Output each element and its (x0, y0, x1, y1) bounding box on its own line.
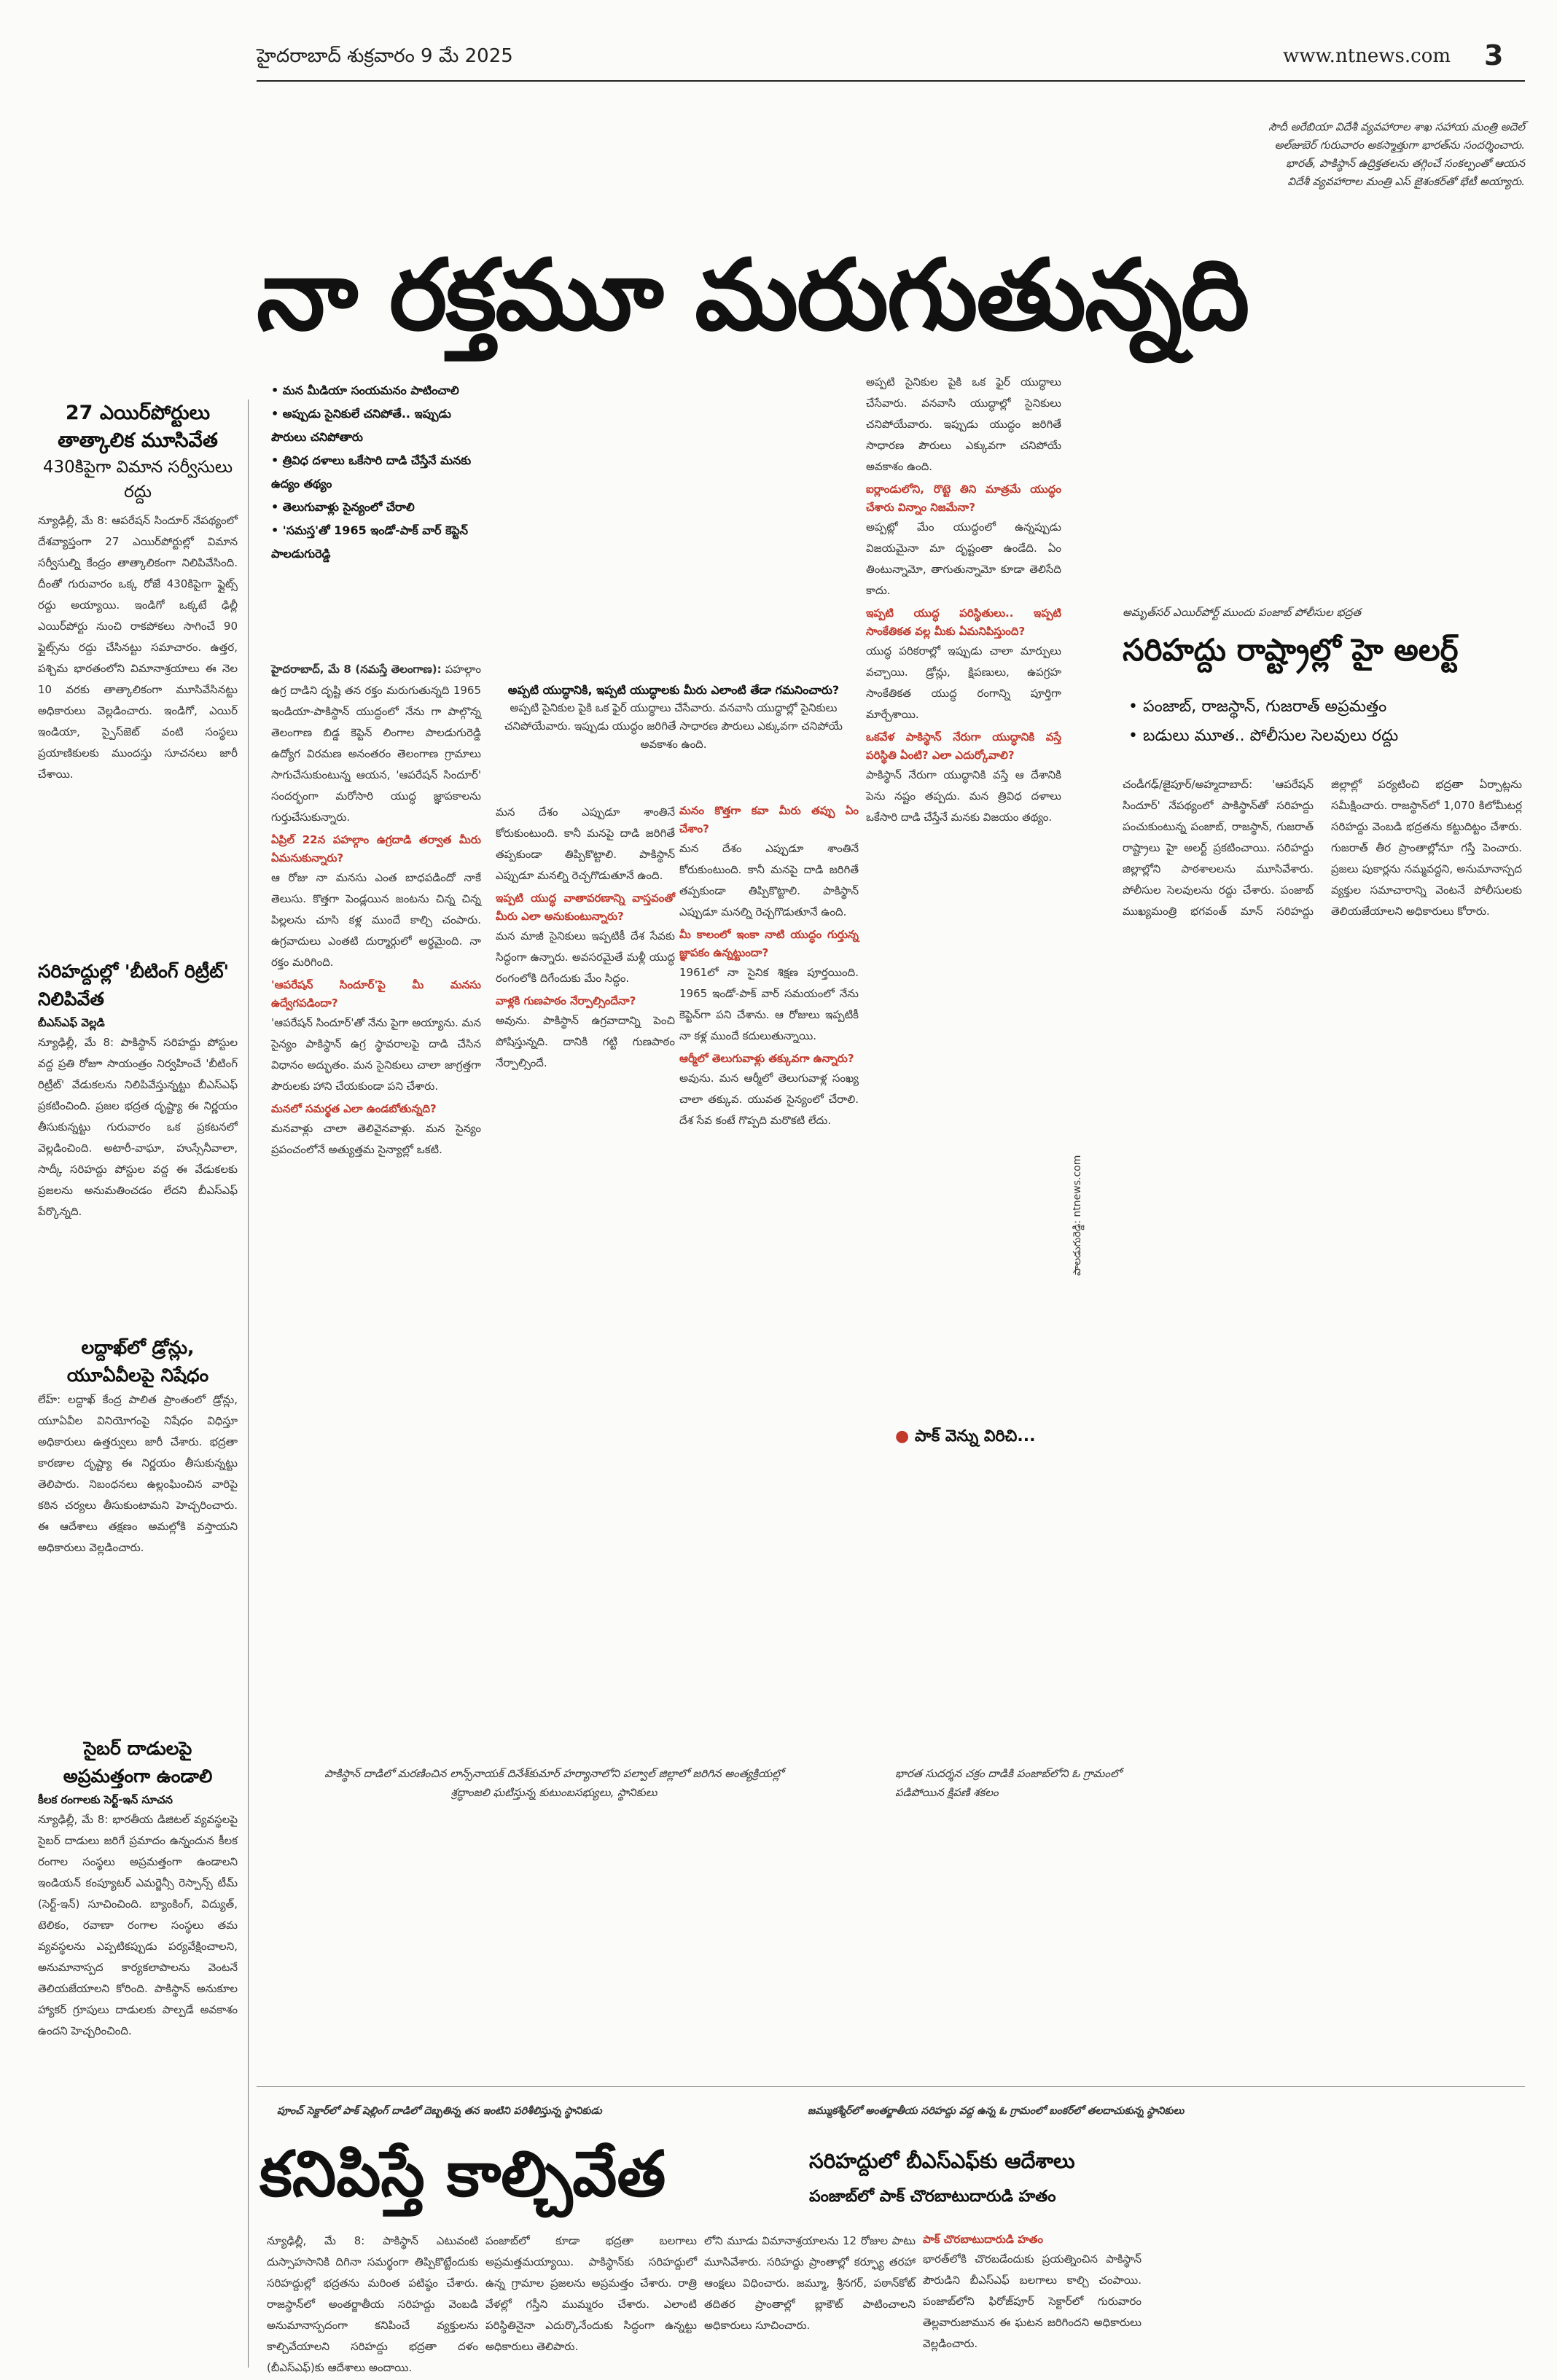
interview-banner: అప్పటి యుద్ధానికి, ఇప్పటి యుద్ధాలకు మీరు ఎలాంటి తేడా గమనించారు? అప్పటి సైనికుల పైకి ఒక ఫైర్ యుద్ధాలు చేసేవారు. వనవాసి యుద్ధాల్లో సైనికులు చనిపోయేవారు. ఇప్పుడు యుద్ధం జరిగితే సాధారణ పౌరులు ఎక్కువగా చనిపోయే అవకాశం ఉంది. (504, 683, 843, 751)
story1-headline: 27 ఎయిర్‌పోర్టులు తాత్కాలిక మూసివేత (58, 402, 218, 452)
bottom-kicker-left: పూంచ్ సెక్టార్‌లో పాక్ షెల్లింగ్ దాడిలో దెబ్బతిన్న తన ఇంటిని పరిశీలిస్తున్న స్థానికుడు (277, 2105, 602, 2117)
bullet-item: • 'సమస్త'తో 1965 ఇండో-పాక్ వార్ కెప్టెన్ పాలడుగురెడ్డి (271, 523, 469, 561)
website: www.ntnews.com (1283, 45, 1451, 67)
top-caption: సౌదీ అరేబియా విదేశీ వ్యవహారాల శాఖ సహాయ మంత్రి అదెల్ అల్‌జుబెర్ గురువారం అకస్మాత్తుగా భారత్‌ను సందర్శించారు. భారత్, పాకిస్థాన్ ఉద్రిక్తతలను తగ్గించే సంకల్పంతో ఆయన విదేశీ వ్యవహారాల మంత్రి ఎస్ జైశంకర్‌తో భేటీ అయ్యారు. (1268, 120, 1525, 188)
headline-bullets (271, 379, 490, 566)
right-photo-caption: అమృత్‌సర్ ఎయిర్‌పోర్ట్ ముందు పంజాబ్ పోలీసుల భద్రత (1123, 606, 1362, 619)
question: వాళ్లకి గుణపాఠం నేర్పాల్సిందేనా? (496, 994, 636, 1007)
dateline: హైదరాబాద్ శుక్రవారం 9 మే 2025 (257, 45, 513, 67)
question: ఇప్పటి యుద్ధ పరిస్థితులు.. ఇప్పటి సాంకేతికత వల్ల మీకు ఏమనిపిస్తుంది? (866, 606, 1061, 638)
story3-headline: లద్దాఖ్‌లో డ్రోన్లు, యూఏవీలపై నిషేధం (66, 1337, 209, 1386)
question: ఒకవేళ పాకిస్థాన్‌ నేరుగా యుద్ధానికి వస్తే పరిస్థితి ఏంటి? ఎలా ఎదుర్కోవాలి? (866, 730, 1061, 762)
interview-col-3: మనం కొత్తగా కవా మీరు తప్పు ఏం చేశాం? మన దేశం ఎప్పుడూ శాంతినే కోరుకుంటుంది. కానీ మనపై దాడి జరిగితే తప్పకుండా తిప్పికొట్టాలి. పాకిస్థాన్ ఎప్పుడూ మనల్ని రెచ్చగొడుతూనే ఉంది. మీ కాలంలో ఇంకా నాటి యుద్ధం గుర్తున్న జ్ఞాపకం ఉన్నట్టుందా? 1961లో నా సైనిక శిక్షణ పూర్తయింది. 1965 ఇండో-పాక్ వార్ సమయంలో నేను కెప్టెన్‌గా పని చేశాను. ఆ రోజులు ఇప్పటికీ నా కళ్ల ముందే కదులుతున్నాయి. ఆర్మీలో తెలుగువాళ్లు తక్కువగా ఉన్నారు? అవును. మన ఆర్మీలో తెలుగువాళ్ల సంఖ్య చాలా తక్కువ. యువత సైన్యంలో చేరాలి. దేశ సేవ కంటే గొప్పది మరొకటి లేదు. (679, 802, 859, 1283)
photo-credit: పాలడుగురెడ్డి: ntnews.com (1072, 1155, 1083, 1276)
bottom-col-1: న్యూఢిల్లీ, మే 8: పాకిస్థాన్ ఎటువంటి దుస్సాహసానికి దిగినా సమర్థంగా తిప్పికొట్టేందుకు సరిహద్దుల్లో భద్రతను మరింత పటిష్ఠం చేశారు. రాజస్థాన్‌లో అంతర్జాతీయ సరిహద్దు వెంబడి అనుమానాస్పదంగా కనిపించే వ్యక్తులను కాల్చివేయాలని సరిహద్దు భద్రతా దళం (బీఎస్‌ఎఫ్)కు ఆదేశాలు అందాయి. (267, 2234, 478, 2374)
story4-tag: కీలక రంగాలకు సెర్ట్-ఇన్ సూచన (38, 1793, 173, 1806)
photo-caption-right: భారత సుదర్శన చక్రం దాడికి పంజాబ్‌లోని ఓ గ్రామంలో పడిపోయిన క్షిపణి శకలం (895, 1767, 1122, 1799)
header-rule (257, 80, 1525, 82)
bottom-col-4: పాక్ చొరబాటుదారుడి హతం భారత్‌లోకి చొరబడేందుకు ప్రయత్నించిన పాకిస్థాన్ పౌరుడిని బీఎస్‌ఎఫ్ బలగాలు కాల్చి చంపాయి. పంజాబ్‌లోని ఫిరోజ్‌పూర్ సెక్టార్‌లో గురువారం తెల్లవారుజామున ఈ ఘటన జరిగిందని అధికారులు వెల్లడించారు. (923, 2231, 1142, 2362)
interview-col-4: అప్పటి సైనికుల పైకి ఒక ఫైర్ యుద్ధాలు చేసేవారు. వనవాసి యుద్ధాల్లో సైనికులు చనిపోయేవారు. ఇప్పుడు యుద్ధం జరిగితే సాధారణ పౌరులు ఎక్కువగా చనిపోయే అవకాశం ఉంది. ఐర్లాండులోని, రొట్టె తిని మాత్రమే యుద్ధం చేశారు విన్నాం నిజమేనా? అప్పట్లో మేం యుద్ధంలో ఉన్నప్పుడు విజయమైనా మా దృష్టంతా ఉండేది. ఏం తింటున్నామో, తాగుతున్నామో కూడా తెలిసేది కాదు. ఇప్పటి యుద్ధ పరిస్థితులు.. ఇప్పటి సాంకేతికత వల్ల మీకు ఏమనిపిస్తుంది? యుద్ధ పరికరాల్లో ఇప్పుడు చాలా మార్పులు వచ్చాయి. డ్రోన్లు, క్షిపణులు, ఉపగ్రహ సాంకేతికత యుద్ధ రంగాన్ని పూర్తిగా మార్చేశాయి. ఒకవేళ పాకిస్థాన్‌ నేరుగా యుద్ధానికి వస్తే పరిస్థితి ఏంటి? ఎలా ఎదుర్కోవాలి? పాకిస్థాన్ నేరుగా యుద్ధానికి వస్తే ఆ దేశానికి పెను నష్టం తప్పదు. మన త్రివిధ దళాలు ఒకేసారి దాడి చేస్తేనే మనకు విజయం తథ్యం. (866, 375, 1061, 824)
bottom-headline2: సరిహద్దులో బీఎస్‌ఎఫ్‌కు ఆదేశాలు (809, 2149, 1075, 2173)
right-bullet: • బడులు మూత.. పోలీసుల సెలవులు రద్దు (1128, 727, 1399, 745)
right-bullet: • పంజాబ్, రాజస్థాన్, గుజరాత్ అప్రమత్తం (1128, 698, 1387, 716)
right-headline: సరిహద్దు రాష్ట్రాల్లో హై అలర్ట్ (1123, 632, 1459, 668)
question: ఆర్మీలో తెలుగువాళ్లు తక్కువగా ఉన్నారు? (679, 1052, 854, 1065)
story3-body: లేహ్: లద్దాఖ్ కేంద్ర పాలిత ప్రాంతంలో డ్రోన్లు, యూఏవీల వినియోగంపై నిషేధం విధిస్తూ అధికారులు ఉత్తర్వులు జారీ చేశారు. భద్రతా కారణాల దృష్ట్యా ఈ నిర్ణయం తీసుకున్నట్టు తెలిపారు. నిబంధనలు ఉల్లంఘించిన వారిపై కఠిన చర్యలు తీసుకుంటామని హెచ్చరించారు. ఈ ఆదేశాలు తక్షణం అమల్లోకి వస్తాయని అధికారులు వెల్లడించారు. (38, 1393, 238, 1554)
bullet-item: • తెలుగువాళ్లు సైన్యంలో చేరాలి (271, 500, 415, 514)
bottom-col-2: పంజాబ్‌లో కూడా భద్రతా బలగాలు అప్రమత్తమయ్యాయి. పాకిస్థాన్‌కు సరిహద్దులో ఉన్న గ్రామాల ప్రజలను అప్రమత్తం చేశారు. రాత్రి వేళల్లో గస్తీని ముమ్మరం చేశారు. ఎలాంటి పరిస్థితినైనా ఎదుర్కొనేందుకు సిద్ధంగా ఉన్నట్టు అధికారులు తెలిపారు. (485, 2234, 697, 2353)
bottom-col4-title: పాక్ చొరబాటుదారుడి హతం (923, 2233, 1043, 2246)
question: 'ఆపరేషన్ సిందూర్'పై మీ మనసు ఉద్వేగపడిందా? (271, 978, 481, 1010)
right-body: చండీగఢ్/జైపూర్/అహ్మదాబాద్: 'ఆపరేషన్ సిందూర్' నేపథ్యంలో పాకిస్థాన్‌తో సరిహద్దు పంచుకుంటున్న పంజాబ్, రాజస్థాన్, గుజరాత్ రాష్ట్రాలు హై అలర్ట్ ప్రకటించాయి. సరిహద్దు జిల్లాల్లోని పాఠశాలలను మూసివేశారు. పోలీసుల సెలవులను రద్దు చేశారు. పంజాబ్ ముఖ్యమంత్రి భగవంత్ మాన్ సరిహద్దు జిల్లాల్లో పర్యటించి భద్రతా ఏర్పాట్లను సమీక్షించారు. రాజస్థాన్‌లో 1,070 కిలోమీటర్ల సరిహద్దు వెంబడి భద్రతను కట్టుదిట్టం చేశారు. గుజరాత్ తీర ప్రాంతాల్లోనూ గస్తీ పెంచారు. ప్రజలు పుకార్లను నమ్మవద్దని, అనుమానాస్పద వ్యక్తుల సమాచారాన్ని వెంటనే పోలీసులకు తెలియజేయాలని అధికారులు కోరారు. (1123, 778, 1522, 918)
right-bullets (1128, 692, 1522, 751)
photo-caption-left: పాకిస్థాన్ దాడిలో మరణించిన లాన్స్‌నాయక్ దినేశ్‌కుమార్ హర్యానాలోని పల్వాల్ జిల్లాలో జరిగిన అంత్యక్రియల్లో శ్రద్ధాంజలి ఘటిస్తున్న కుటుంబసభ్యులు, స్థానికులు (324, 1767, 784, 1799)
question: ఇప్పటి యుద్ధ వాతావరణాన్ని వాస్తవంతో మీరు ఎలా అనుకుంటున్నారు? (496, 891, 675, 923)
bottom-headline: కనిపిస్తే కాల్చివేత (260, 2138, 666, 2211)
story4-headline: సైబర్ దాడులపై అప్రమత్తంగా ఉండాలి (63, 1738, 213, 1787)
interview-intro-col: హైదరాబాద్, మే 8 (నమస్తే తెలంగాణ): పహల్గాం ఉగ్ర దాడిని దృష్టి తన రక్తం మరుగుతున్నది 1965 ఇండియా-పాకిస్థాన్ యుద్ధంలో నేను గా పాల్గొన్న తెలంగాణ బిడ్డ కెప్టెన్ లింగాల పాలడుగురెడ్డి ఉద్యోగ విరమణ అనంతరం తెలంగాణ గ్రామాలు సాగుచేసుకుంటున్న ఆయన, 'ఆపరేషన్ సిందూర్' సందర్భంగా మరోసారి యుద్ధ జ్ఞాపకాలను గుర్తుచేసుకున్నారు. ఏప్రిల్ 22న పహల్గాం ఉగ్రదాడి తర్వాత మీరు ఏమనుకున్నారు? ఆ రోజు నా మనసు ఎంత బాధపడిందో నాకే తెలుసు. కొత్తగా పెండ్లయిన జంటను చిన్న చిన్న పిల్లలను చూసి కళ్ల ముందే కాల్చి చంపారు. ఉగ్రవాదులు ఎంతటి దుర్మార్గులో అర్థమైంది. నా రక్తం మరిగింది. 'ఆపరేషన్ సిందూర్'పై మీ మనసు ఉద్వేగపడిందా? 'ఆపరేషన్ సిందూర్'తో నేను పైగా అయ్యాను. మన సైన్యం పాకిస్థాన్ ఉగ్ర స్థావరాలపై దాడి చేసిన విధానం అద్భుతం. మన సైనికులు చాలా జాగ్రత్తగా పౌరులకు హాని చేయకుండా పని చేశారు. మనలో సమర్థత ఎలా ఉండబోతున్నది? మనవాళ్లు చాలా తెలివైనవాళ్లు. మన సైన్యం ప్రపంచంలోనే అత్యుత్తమ సైన్యాల్లో ఒకటి. (271, 663, 481, 1156)
question: మీ కాలంలో ఇంకా నాటి యుద్ధం గుర్తున్న జ్ఞాపకం ఉన్నట్టుందా? (679, 928, 859, 959)
question: మనం కొత్తగా కవా మీరు తప్పు ఏం చేశాం? (679, 804, 859, 835)
story2-tag: బీఎస్‌ఎఫ్ వెల్లడి (38, 1016, 105, 1029)
bullet-item: • మన మీడియా సంయమనం పాటించాలి (271, 383, 459, 397)
bottom-col-3: లోని మూడు విమానాశ్రయాలను 12 రోజుల పాటు మూసివేశారు. సరిహద్దు ప్రాంతాల్లో కర్ఫ్యూ తరహా ఆంక్షలు విధించారు. జమ్మూ, శ్రీనగర్, పఠాన్‌కోట్ తదితర ప్రాంతాల్లో బ్లాకౌట్ పాటించాలని అధికారులు సూచించారు. (704, 2234, 916, 2332)
main-headline: నా రక్తమూ మరుగుతున్నది (257, 238, 1249, 352)
bottom-kicker-right: జమ్ముకశ్మీర్‌లో అంతర్జాతీయ సరిహద్దు వద్ద ఉన్న ఓ గ్రామంలో బంకర్‌లో తలదాచుకున్న స్థానికులు (808, 2105, 1185, 2117)
story1-body: న్యూఢిల్లీ, మే 8: ఆపరేషన్ సిందూర్ నేపథ్యంలో దేశవ్యాప్తంగా 27 ఎయిర్‌పోర్టుల్లో విమాన సర్వీసుల్ని కేంద్రం తాత్కాలికంగా నిలిపివేసింది. దీంతో గురువారం ఒక్క రోజే 430కిపైగా ఫ్లైట్స్ రద్దు అయ్యాయి. ఇండిగో ఒక్కటే ఢిల్లీ ఎయిర్‌పోర్టు నుంచి రాకపోకలు సాగించే 90 ఫ్లైట్స్‌ను రద్దు చేసినట్టు సమాచారం. ఉత్తర, పశ్చిమ భారతంలోని విమానాశ్రయాలు ఈ నెల 10 వరకు తాత్కాలికంగా మూసివేసినట్టు అధికారులు వెల్లడించారు. ఇండిగో, ఎయిర్ ఇండియా, స్పైస్‌జెట్ వంటి సంస్థలు ప్రయాణికులకు ముందస్తు సూచనలు జారీ చేశాయి. (38, 514, 238, 781)
bullet-item: • అప్పుడు సైనికులే చనిపోతే.. ఇప్పుడు పౌరులు చనిపోతారు (271, 407, 451, 444)
story2-body: న్యూఢిల్లీ, మే 8: పాకిస్థాన్ సరిహద్దు పోస్టుల వద్ద ప్రతి రోజూ సాయంత్రం నిర్వహించే 'బీటింగ్ రిట్రీట్' వేడుకలను నిలిపివేస్తున్నట్టు బీఎస్‌ఎఫ్ ప్రకటించింది. ప్రజల భద్రత దృష్ట్యా ఈ నిర్ణయం తీసుకున్నట్టు గురువారం ఒక ప్రకటనలో వెల్లడించింది. అటారీ-వాఘా, హుస్సేనీవాలా, సాద్కీ సరిహద్దు పోస్టుల వద్ద ఈ వేడుకలకు ప్రజలను అనుమతించడం లేదని బీఎస్‌ఎఫ్ పేర్కొన్నది. (38, 1036, 238, 1218)
interview-col-2: మన దేశం ఎప్పుడూ శాంతినే కోరుకుంటుంది. కానీ మనపై దాడి జరిగితే తప్పకుండా తిప్పికొట్టాలి. పాకిస్థాన్ ఎప్పుడూ మనల్ని రెచ్చగొడుతూనే ఉంది. ఇప్పటి యుద్ధ వాతావరణాన్ని వాస్తవంతో మీరు ఎలా అనుకుంటున్నారు? మన మాజీ సైనికులు ఇప్పటికీ దేశ సేవకు సిద్ధంగా ఉన్నారు. అవసరమైతే మళ్లీ యుద్ధ రంగంలోకి దిగేందుకు మేం సిద్ధం. వాళ్లకి గుణపాఠం నేర్పాల్సిందేనా? అవును. పాకిస్థాన్ ఉగ్రవాదాన్ని పెంచి పోషిస్తున్నది. దానికి గట్టి గుణపాఠం నేర్పాల్సిందే. (496, 805, 675, 1069)
pak-spine-label: ● పాక్ వెన్ను విరిచి... (895, 1427, 1036, 1445)
question: ఐర్లాండులోని, రొట్టె తిని మాత్రమే యుద్ధం చేశారు విన్నాం నిజమేనా? (866, 483, 1061, 514)
bullet-item: • త్రివిధ దళాలు ఒకేసారి దాడి చేస్తేనే మనకు ఉద్యం తథ్యం (271, 453, 472, 491)
question: మనలో సమర్థత ఎలా ఉండబోతున్నది? (271, 1102, 437, 1115)
story4-body: న్యూఢిల్లీ, మే 8: భారతీయ డిజిటల్ వ్యవస్థలపై సైబర్ దాడులు జరిగే ప్రమాదం ఉన్నందున కీలక రంగాల సంస్థలు అప్రమత్తంగా ఉండాలని ఇండియన్ కంప్యూటర్ ఎమర్జెన్సీ రెస్పాన్స్ టీమ్ (సెర్ట్-ఇన్) సూచించింది. బ్యాంకింగ్, విద్యుత్, టెలికం, రవాణా రంగాల సంస్థలు తమ వ్యవస్థలను ఎప్పటికప్పుడు పర్యవేక్షించాలని, అనుమానాస్పద కార్యకలాపాలను వెంటనే తెలియజేయాలని కోరింది. పాకిస్థాన్ అనుకూల హ్యాకర్ గ్రూపులు దాడులకు పాల్పడే అవకాశం ఉందని హెచ్చరించింది. (38, 1813, 238, 2037)
bottom-subhead: పంజాబ్‌లో పాక్ చొరబాటుదారుడి హతం (809, 2188, 1056, 2206)
story1-subhead: 430కిపైగా విమాన సర్వీసులు రద్దు (42, 458, 233, 502)
page-number: 3 (1484, 39, 1504, 71)
question: ఏప్రిల్ 22న పహల్గాం ఉగ్రదాడి తర్వాత మీరు ఏమనుకున్నారు? (271, 833, 481, 865)
story2-headline: సరిహద్దుల్లో 'బీటింగ్ రిట్రీట్' నిలిపివేత (38, 961, 230, 1010)
left-column-rule (248, 399, 249, 2368)
bottom-rule (257, 2086, 1525, 2087)
left-column (38, 399, 238, 2334)
